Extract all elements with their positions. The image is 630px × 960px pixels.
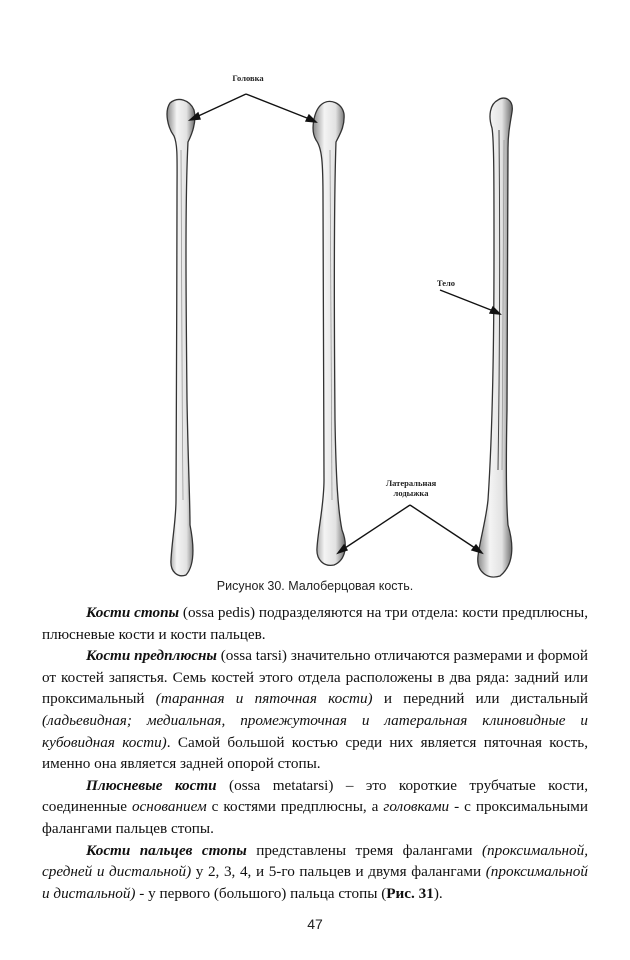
paragraph-text: ).	[433, 884, 443, 902]
paragraph-text: (ossa pedis) подразделяются на три отдела: кости предплюсны, плюсневые кости и кости пальцев.	[42, 604, 589, 643]
figure-caption: Рисунок 30. Малоберцовая кость.	[216, 579, 414, 593]
paragraph-text: у 2, 3, 4, и 5-го пальцев и двумя фалангами	[191, 863, 486, 881]
fibula-bone-right	[478, 98, 513, 577]
italic-text: (таранная и пяточная кости)	[155, 690, 373, 708]
callout-malleolus-label	[376, 478, 446, 498]
paragraph-metatarsal-bones	[42, 775, 588, 840]
paragraph-text: . Самой большой костью среди них является пяточная кость, именно она является задней опорой стопы.	[42, 733, 588, 773]
figure-reference: Рис. 31	[386, 884, 434, 902]
paragraph-text: - у первого (большого) пальца стопы (	[135, 884, 387, 902]
paragraph-text: и передний или дистальный	[372, 690, 588, 708]
italic-text: (проксимальной, средней и дистальной)	[42, 841, 589, 881]
callout-malleolus-line1: Латеральная	[385, 478, 437, 488]
body-text	[42, 602, 588, 904]
term-tarsal-bones: Кости предплюсны	[86, 647, 217, 665]
fibula-bone-left	[167, 99, 195, 575]
fibula-bone-middle	[313, 101, 345, 565]
paragraph-toe-bones	[42, 840, 588, 905]
italic-text: (проксимальной и дистальной)	[42, 863, 588, 902]
paragraph-tarsal-bones	[42, 645, 588, 775]
callout-lines	[190, 94, 500, 553]
italic-text: (ладьевидная; медиальная, промежуточная и латеральная клиновидные и кубовидная кости)	[42, 711, 588, 751]
callout-head-label: Головка	[232, 73, 264, 83]
term-foot-bones: Кости стопы	[86, 604, 180, 621]
italic-text: головками	[383, 798, 450, 816]
callout-body-label: Тело	[436, 278, 456, 288]
paragraph-text: с костями предплюсны, а	[206, 798, 384, 816]
paragraph-text: (ossa tarsi) значительно отличаются размерами и формой от костей запястья. Семь костей этого отдела расположены в два ряда: задний или проксимальный	[42, 647, 588, 708]
term-metatarsal-bones: Плюсневые кости	[86, 776, 217, 794]
term-toe-bones: Кости пальцев стопы	[86, 841, 247, 859]
paragraph-text: - с проксимальными фалангами пальцев стопы.	[42, 798, 588, 837]
paragraph-foot-bones	[42, 602, 588, 645]
page-number: 47	[307, 916, 323, 932]
paragraph-text: (ossa metatarsi) – это короткие трубчатые кости, соединенные	[42, 776, 589, 816]
italic-text: основанием	[131, 798, 207, 816]
callout-malleolus-line2: лодыжка	[393, 488, 429, 498]
paragraph-text: представлены тремя фалангами	[246, 841, 482, 859]
